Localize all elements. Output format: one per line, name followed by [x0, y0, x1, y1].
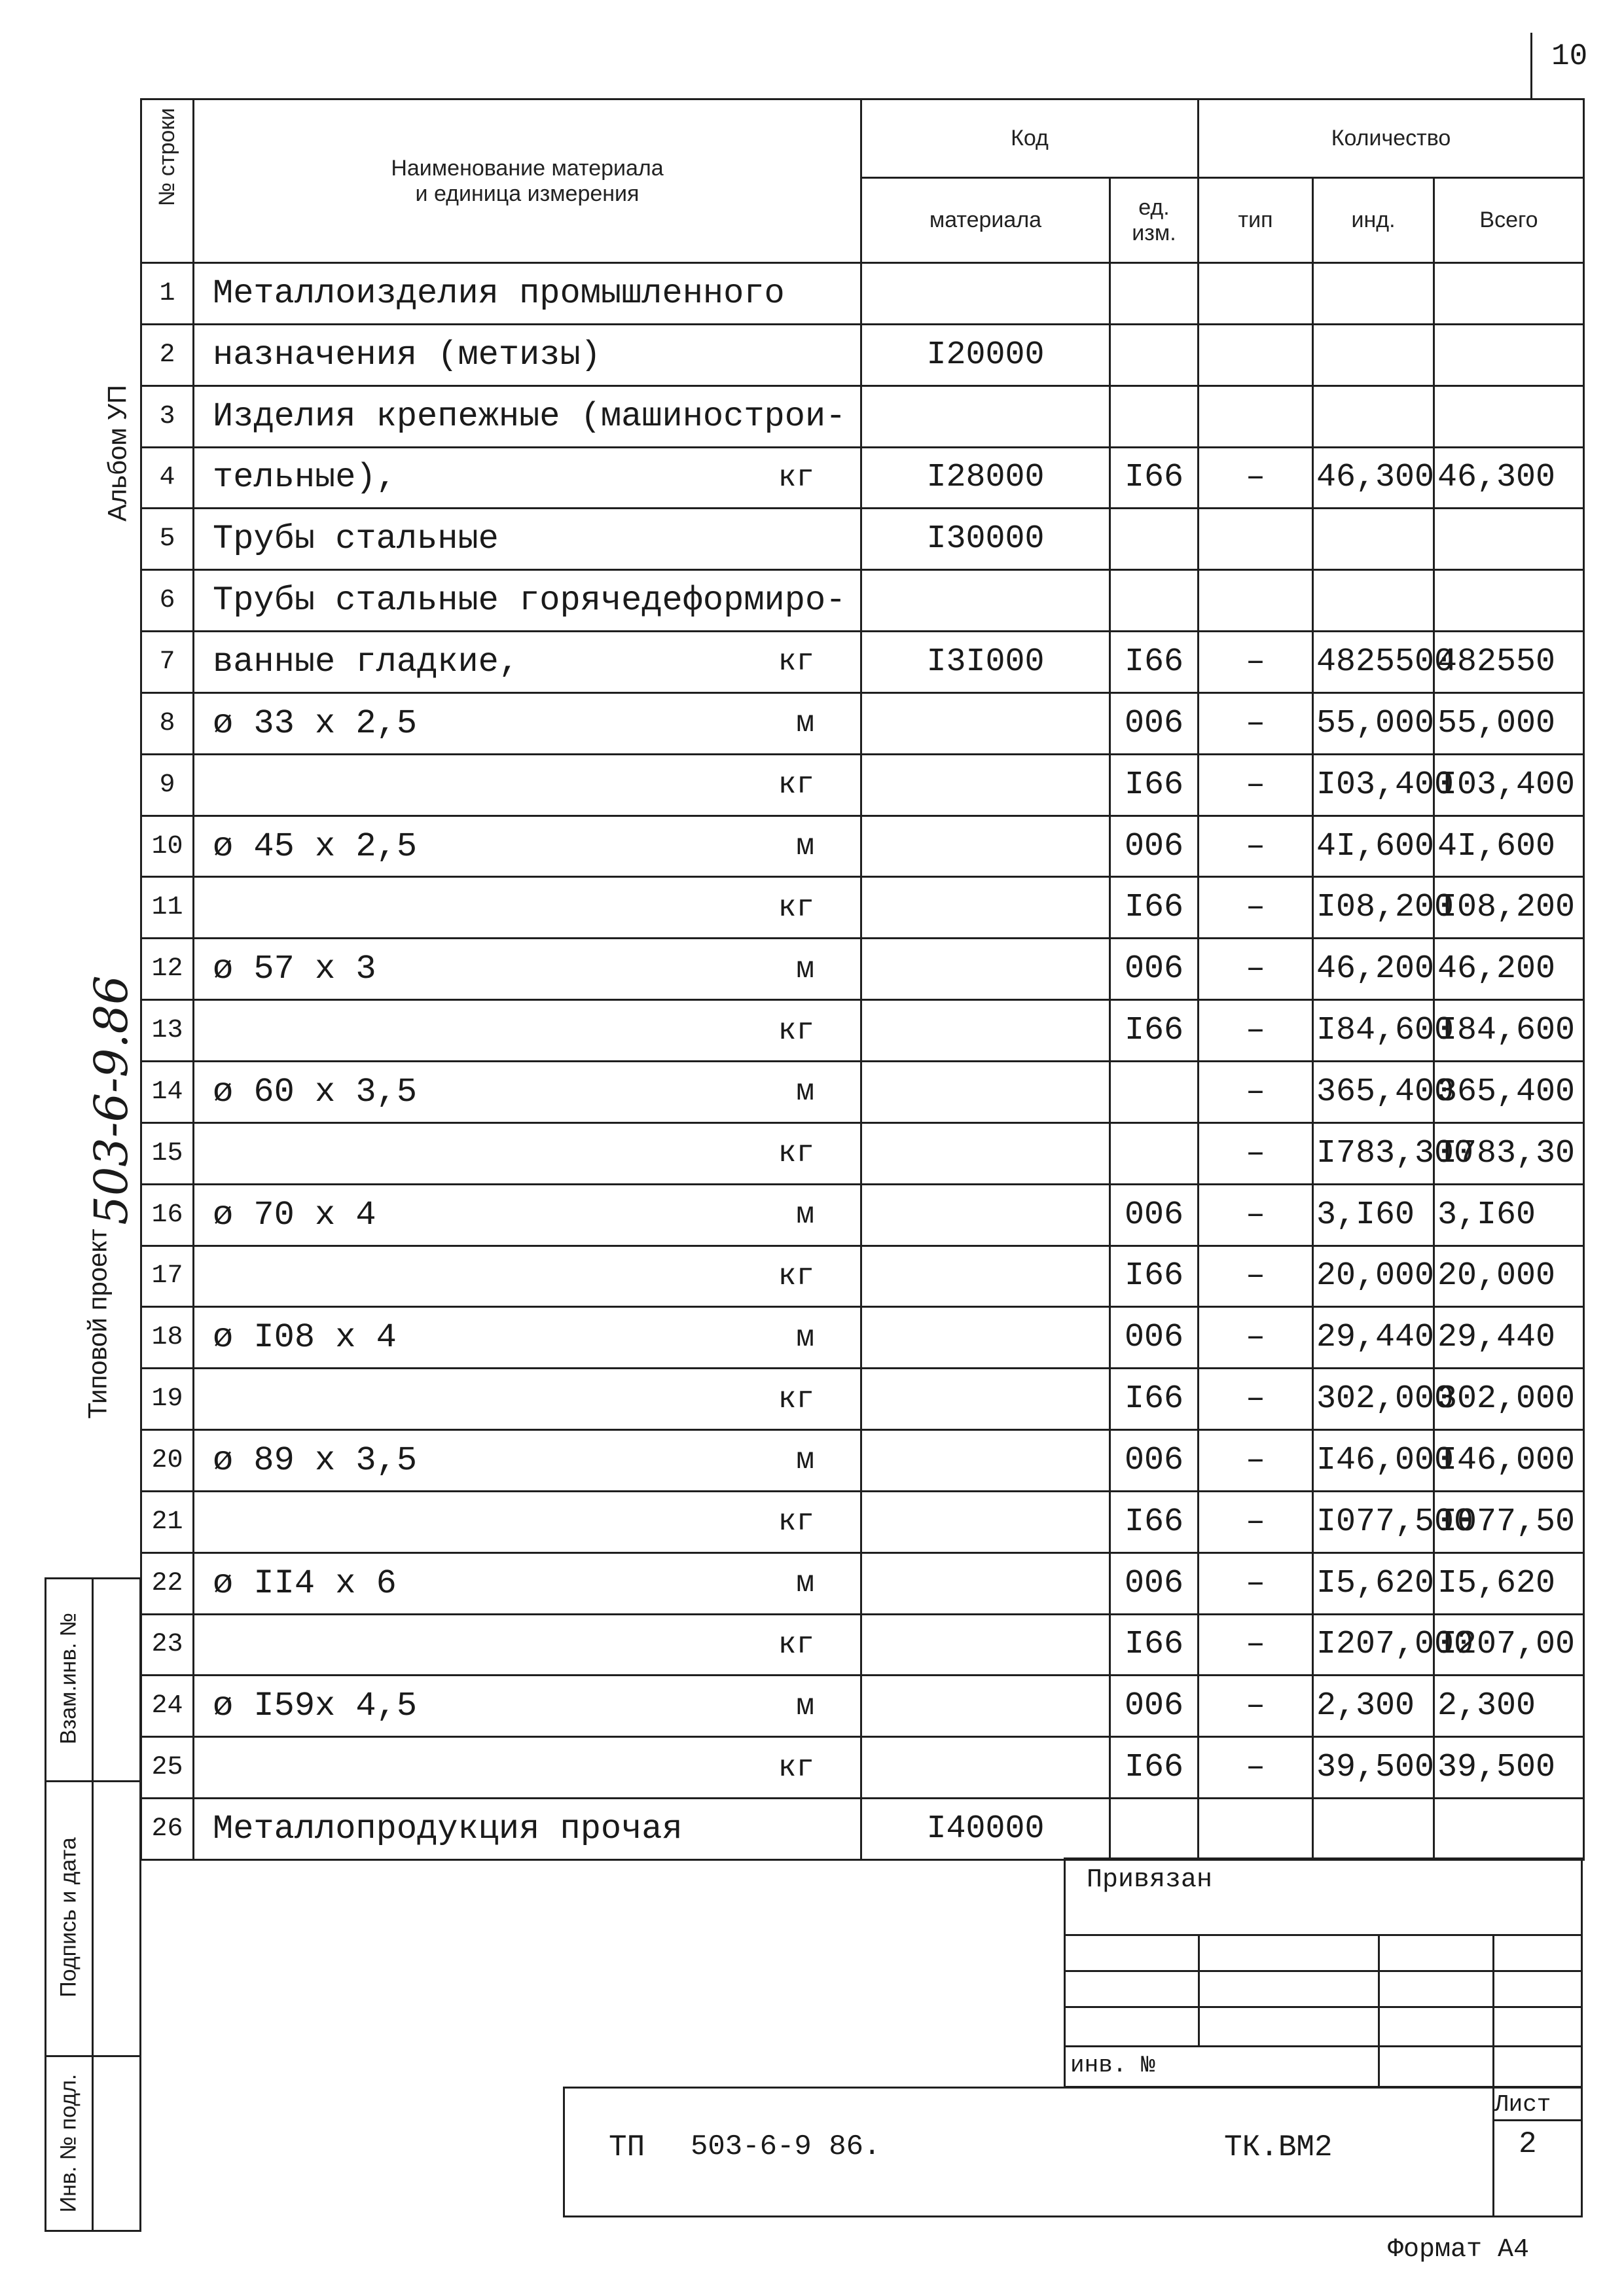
type-qty: –	[1199, 1184, 1313, 1246]
total-qty: 3,I60	[1434, 1184, 1584, 1246]
material-name	[194, 263, 861, 325]
ind-qty	[1313, 263, 1434, 325]
ind-qty: 46,300	[1313, 447, 1434, 509]
row-number: 26	[141, 1799, 194, 1860]
unit-label: кг	[778, 768, 814, 802]
doc-tp: ТП	[609, 2130, 645, 2164]
unit-code: 006	[1110, 939, 1199, 1000]
table-row	[141, 1491, 1584, 1552]
total-qty: 2,300	[1434, 1676, 1584, 1737]
total-qty: I84,600	[1434, 1000, 1584, 1062]
material-code: I20000	[861, 324, 1110, 386]
unit-label: м	[796, 1689, 814, 1723]
material-code: I28000	[861, 447, 1110, 509]
type-qty: –	[1199, 816, 1313, 877]
project-code-label: 503-6-9.86	[84, 975, 138, 1225]
unit-code: I66	[1110, 1614, 1199, 1676]
header-row-no: № строки	[141, 99, 194, 263]
table-row	[141, 1369, 1584, 1430]
unit-code: I66	[1110, 1246, 1199, 1307]
material-code	[861, 1184, 1110, 1246]
total-qty: 46,300	[1434, 447, 1584, 509]
material-name-text: Металлоизделия промышленного	[213, 274, 785, 313]
table-row	[141, 1676, 1584, 1737]
material-code: I40000	[861, 1799, 1110, 1860]
total-qty: I46,000	[1434, 1430, 1584, 1492]
ind-qty: I207,000	[1313, 1614, 1434, 1676]
unit-label: кг	[778, 460, 814, 495]
material-code	[861, 1000, 1110, 1062]
material-name-text: ванные гладкие,	[213, 642, 520, 681]
type-qty: –	[1199, 754, 1313, 816]
unit-label: м	[796, 1320, 814, 1355]
table-row	[141, 692, 1584, 754]
unit-code: I66	[1110, 1737, 1199, 1799]
row-number: 8	[141, 692, 194, 754]
type-qty: –	[1199, 1369, 1313, 1430]
unit-code: 006	[1110, 1307, 1199, 1369]
table-row	[141, 1061, 1584, 1122]
material-name	[194, 632, 861, 693]
sheet-number: 2	[1519, 2127, 1537, 2161]
table-row	[141, 324, 1584, 386]
header-type: тип	[1199, 178, 1313, 263]
stamp-podpis: Подпись и дата	[56, 1837, 81, 1998]
type-qty: –	[1199, 447, 1313, 509]
material-code	[861, 754, 1110, 816]
material-code: I3I000	[861, 632, 1110, 693]
type-qty	[1199, 324, 1313, 386]
material-name-text: Изделия крепежные (машинострои-	[213, 397, 846, 436]
album-label: Альбом УП	[103, 385, 132, 522]
row-number: 17	[141, 1246, 194, 1307]
total-qty	[1434, 1799, 1584, 1860]
ind-qty: 302,000	[1313, 1369, 1434, 1430]
row-number: 12	[141, 939, 194, 1000]
ind-qty: 29,440	[1313, 1307, 1434, 1369]
type-qty	[1199, 1799, 1313, 1860]
row-number: 7	[141, 632, 194, 693]
row-number: 24	[141, 1676, 194, 1737]
total-qty	[1434, 324, 1584, 386]
ind-qty: I46,000	[1313, 1430, 1434, 1492]
material-name-text: ø 89 x 3,5	[213, 1441, 418, 1480]
type-qty: –	[1199, 939, 1313, 1000]
material-code	[861, 692, 1110, 754]
row-number: 3	[141, 386, 194, 447]
material-name	[194, 1122, 861, 1184]
unit-label: кг	[778, 1505, 814, 1539]
ind-qty: 2,300	[1313, 1676, 1434, 1737]
material-name	[194, 1369, 861, 1430]
ind-qty: 39,500	[1313, 1737, 1434, 1799]
ind-qty	[1313, 509, 1434, 570]
material-code: I30000	[861, 509, 1110, 570]
total-qty	[1434, 386, 1584, 447]
type-qty: –	[1199, 1122, 1313, 1184]
row-number: 25	[141, 1737, 194, 1799]
row-number: 10	[141, 816, 194, 877]
unit-label: кг	[778, 1750, 814, 1785]
type-qty: –	[1199, 1246, 1313, 1307]
material-code	[861, 939, 1110, 1000]
material-code	[861, 877, 1110, 939]
type-qty: –	[1199, 1552, 1313, 1614]
row-number: 20	[141, 1430, 194, 1492]
type-qty: –	[1199, 1614, 1313, 1676]
material-name-text: тельные),	[213, 458, 397, 497]
table-row	[141, 877, 1584, 939]
total-qty: I5,620	[1434, 1552, 1584, 1614]
header-ind: инд.	[1313, 178, 1434, 263]
doc-number: 503-6-9 86.	[691, 2130, 881, 2163]
ind-qty	[1313, 386, 1434, 447]
material-code	[861, 1369, 1110, 1430]
type-qty	[1199, 570, 1313, 632]
unit-code	[1110, 570, 1199, 632]
row-number: 23	[141, 1614, 194, 1676]
table-row	[141, 632, 1584, 693]
material-code	[861, 1430, 1110, 1492]
inv-no-label: инв. №	[1070, 2052, 1155, 2079]
total-qty: 55,000	[1434, 692, 1584, 754]
material-name	[194, 509, 861, 570]
type-qty: –	[1199, 1000, 1313, 1062]
table-row	[141, 1307, 1584, 1369]
row-number: 18	[141, 1307, 194, 1369]
sheet-label: Лист	[1494, 2091, 1551, 2118]
header-quantity: Количество	[1199, 99, 1584, 178]
material-name	[194, 1614, 861, 1676]
header-material: материала	[861, 178, 1110, 263]
ind-qty: I077,500	[1313, 1491, 1434, 1552]
unit-code	[1110, 386, 1199, 447]
format-label: Формат А4	[1388, 2235, 1530, 2265]
ind-qty: 20,000	[1313, 1246, 1434, 1307]
unit-code: 006	[1110, 1184, 1199, 1246]
material-name-text: ø 70 x 4	[213, 1195, 376, 1234]
ind-qty	[1313, 570, 1434, 632]
total-qty: 46,200	[1434, 939, 1584, 1000]
unit-code: I66	[1110, 877, 1199, 939]
unit-code: I66	[1110, 632, 1199, 693]
unit-label: кг	[778, 1627, 814, 1662]
total-qty: I783,30	[1434, 1122, 1584, 1184]
ind-qty: I84,600	[1313, 1000, 1434, 1062]
privyazan-label: Привязан	[1087, 1865, 1213, 1895]
table-row	[141, 1246, 1584, 1307]
stamp-inv: Инв. № подл.	[56, 2073, 81, 2213]
type-qty: –	[1199, 1430, 1313, 1492]
row-number: 4	[141, 447, 194, 509]
page-number: 10	[1551, 39, 1588, 73]
unit-code: I66	[1110, 754, 1199, 816]
total-qty: I08,200	[1434, 877, 1584, 939]
material-name-text: ø I08 x 4	[213, 1318, 397, 1357]
material-code	[861, 1122, 1110, 1184]
unit-code	[1110, 1061, 1199, 1122]
unit-code: I66	[1110, 447, 1199, 509]
material-name	[194, 1061, 861, 1122]
total-qty: 302,000	[1434, 1369, 1584, 1430]
ind-qty: 365,400	[1313, 1061, 1434, 1122]
row-number: 11	[141, 877, 194, 939]
ind-qty: 4825500	[1313, 632, 1434, 693]
material-code	[861, 1246, 1110, 1307]
total-qty	[1434, 509, 1584, 570]
row-number: 13	[141, 1000, 194, 1062]
material-name	[194, 877, 861, 939]
row-number: 5	[141, 509, 194, 570]
unit-code	[1110, 1799, 1199, 1860]
unit-code: 006	[1110, 1676, 1199, 1737]
ind-qty: 3,I60	[1313, 1184, 1434, 1246]
unit-code: I66	[1110, 1369, 1199, 1430]
material-name-text: ø 45 x 2,5	[213, 827, 418, 866]
header-name: Наименование материала и единица измерения	[194, 99, 861, 263]
total-qty: 29,440	[1434, 1307, 1584, 1369]
total-qty: 4I,600	[1434, 816, 1584, 877]
material-code	[861, 1307, 1110, 1369]
table-row	[141, 816, 1584, 877]
table-row	[141, 1799, 1584, 1860]
stamp-vzam: Взам.инв. №	[56, 1612, 81, 1745]
material-code	[861, 1737, 1110, 1799]
row-number: 14	[141, 1061, 194, 1122]
material-name	[194, 939, 861, 1000]
ind-qty	[1313, 1799, 1434, 1860]
ind-qty	[1313, 324, 1434, 386]
material-code	[861, 570, 1110, 632]
total-qty: I207,00	[1434, 1614, 1584, 1676]
table-row	[141, 570, 1584, 632]
unit-code: 006	[1110, 1430, 1199, 1492]
table-row	[141, 1000, 1584, 1062]
unit-code	[1110, 263, 1199, 325]
table-row	[141, 1552, 1584, 1614]
ind-qty: I5,620	[1313, 1552, 1434, 1614]
unit-code: I66	[1110, 1000, 1199, 1062]
row-number: 22	[141, 1552, 194, 1614]
table-row	[141, 386, 1584, 447]
table-row	[141, 1122, 1584, 1184]
material-name-text: Трубы стальные горячедеформиро-	[213, 581, 846, 620]
material-name	[194, 324, 861, 386]
material-code	[861, 816, 1110, 877]
unit-code	[1110, 509, 1199, 570]
total-qty	[1434, 570, 1584, 632]
row-number: 1	[141, 263, 194, 325]
table-row	[141, 1737, 1584, 1799]
unit-code: I66	[1110, 1491, 1199, 1552]
unit-label: кг	[778, 645, 814, 679]
material-name	[194, 1491, 861, 1552]
total-qty: 482550	[1434, 632, 1584, 693]
material-name	[194, 1430, 861, 1492]
unit-label: м	[796, 706, 814, 741]
unit-label: м	[796, 952, 814, 986]
material-name	[194, 692, 861, 754]
material-code	[861, 1676, 1110, 1737]
ind-qty: I08,200	[1313, 877, 1434, 939]
type-qty	[1199, 509, 1313, 570]
material-code	[861, 1614, 1110, 1676]
table-row	[141, 509, 1584, 570]
row-number: 15	[141, 1122, 194, 1184]
material-name	[194, 1799, 861, 1860]
row-number: 6	[141, 570, 194, 632]
row-number: 16	[141, 1184, 194, 1246]
unit-label: кг	[778, 1013, 814, 1048]
unit-label: кг	[778, 1136, 814, 1171]
ind-qty: 55,000	[1313, 692, 1434, 754]
ind-qty: I03,400	[1313, 754, 1434, 816]
unit-code	[1110, 1122, 1199, 1184]
header-code: Код	[861, 99, 1199, 178]
total-qty	[1434, 263, 1584, 325]
table-row	[141, 263, 1584, 325]
material-name	[194, 754, 861, 816]
unit-code: 006	[1110, 816, 1199, 877]
project-label: Типовой проект	[83, 1229, 113, 1419]
material-name-text: ø 33 x 2,5	[213, 704, 418, 743]
doc-code: ТК.ВМ2	[1224, 2130, 1333, 2164]
type-qty: –	[1199, 1061, 1313, 1122]
total-qty: 39,500	[1434, 1737, 1584, 1799]
ind-qty: I783,300	[1313, 1122, 1434, 1184]
material-name	[194, 1552, 861, 1614]
type-qty: –	[1199, 1307, 1313, 1369]
total-qty: I077,50	[1434, 1491, 1584, 1552]
type-qty	[1199, 386, 1313, 447]
total-qty: 20,000	[1434, 1246, 1584, 1307]
material-name	[194, 570, 861, 632]
material-name-text: ø II4 x 6	[213, 1564, 397, 1603]
material-name-text: ø 57 x 3	[213, 950, 376, 989]
material-name-text: ø I59x 4,5	[213, 1687, 418, 1726]
type-qty: –	[1199, 1491, 1313, 1552]
header-total: Всего	[1434, 178, 1584, 263]
row-number: 21	[141, 1491, 194, 1552]
type-qty: –	[1199, 877, 1313, 939]
unit-code: 006	[1110, 692, 1199, 754]
unit-label: м	[796, 1198, 814, 1232]
unit-label: кг	[778, 1259, 814, 1293]
material-name	[194, 1000, 861, 1062]
table-row	[141, 939, 1584, 1000]
row-number: 9	[141, 754, 194, 816]
unit-code: 006	[1110, 1552, 1199, 1614]
row-number: 2	[141, 324, 194, 386]
material-name-text: Трубы стальные	[213, 520, 499, 559]
type-qty: –	[1199, 692, 1313, 754]
total-qty: I03,400	[1434, 754, 1584, 816]
ind-qty: 46,200	[1313, 939, 1434, 1000]
unit-label: м	[796, 1566, 814, 1601]
table-row	[141, 447, 1584, 509]
unit-label: м	[796, 1075, 814, 1109]
material-name	[194, 816, 861, 877]
total-qty: 365,400	[1434, 1061, 1584, 1122]
header-unit: ед. изм.	[1110, 178, 1199, 263]
material-name	[194, 1246, 861, 1307]
type-qty	[1199, 263, 1313, 325]
material-name	[194, 1184, 861, 1246]
ind-qty: 4I,600	[1313, 816, 1434, 877]
material-name	[194, 386, 861, 447]
material-name-text: ø 60 x 3,5	[213, 1072, 418, 1111]
material-name	[194, 1737, 861, 1799]
material-name	[194, 1676, 861, 1737]
unit-label: кг	[778, 1382, 814, 1416]
material-code	[861, 1552, 1110, 1614]
material-name-text: Металлопродукция прочая	[213, 1810, 683, 1849]
material-name-text: назначения (метизы)	[213, 335, 601, 374]
unit-code	[1110, 324, 1199, 386]
material-code	[861, 1061, 1110, 1122]
material-name	[194, 447, 861, 509]
table-row	[141, 1614, 1584, 1676]
type-qty: –	[1199, 1737, 1313, 1799]
page-number-mark	[1530, 33, 1532, 98]
unit-label: м	[796, 1443, 814, 1478]
material-code	[861, 263, 1110, 325]
unit-label: м	[796, 829, 814, 864]
table-row	[141, 754, 1584, 816]
table-row	[141, 1184, 1584, 1246]
table-row	[141, 1430, 1584, 1492]
type-qty: –	[1199, 632, 1313, 693]
type-qty: –	[1199, 1676, 1313, 1737]
unit-label: кг	[778, 890, 814, 925]
material-code	[861, 386, 1110, 447]
material-name	[194, 1307, 861, 1369]
row-number: 19	[141, 1369, 194, 1430]
materials-table	[140, 98, 1585, 1861]
material-code	[861, 1491, 1110, 1552]
